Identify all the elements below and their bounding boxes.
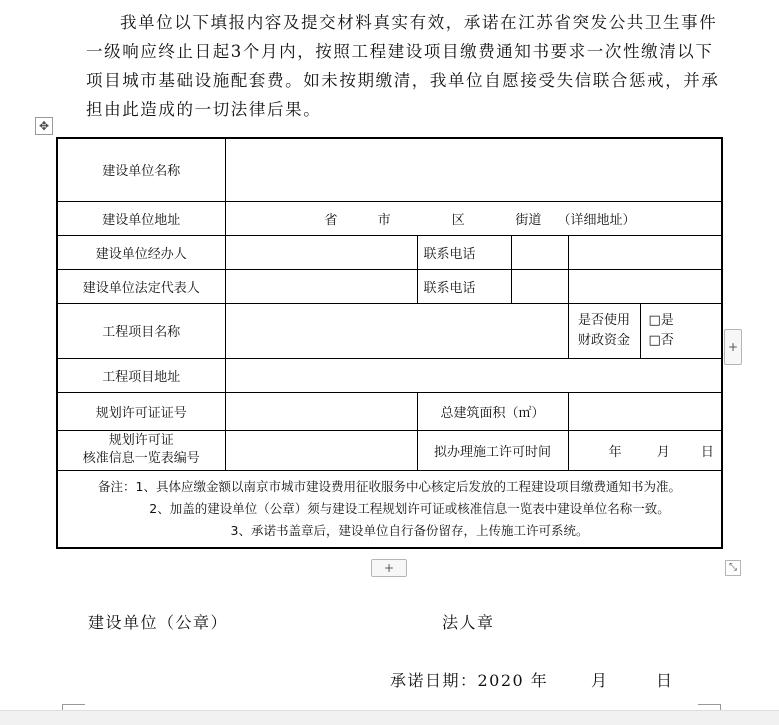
handler-label: 建设单位经办人 <box>57 235 225 269</box>
permit-list-label-line1: 规划许可证 <box>108 433 174 448</box>
commit-date-day: 日 <box>656 671 674 690</box>
fiscal-label-line2: 财政资金 <box>577 332 630 348</box>
construction-year: 年 <box>608 444 622 460</box>
total-area-label: 总建筑面积（㎡） <box>417 392 568 430</box>
note-3: 3、承诺书盖章后，建设单位自行备份留存，上传施工许可系统。 <box>230 522 589 538</box>
handler-cell[interactable] <box>225 235 568 269</box>
commit-date-month: 月 <box>591 671 609 690</box>
phone-label-2: 联系电话 <box>423 280 476 296</box>
add-column-plus-icon[interactable]: + <box>724 329 742 365</box>
table-resize-icon[interactable]: ⤡ <box>725 560 741 576</box>
permit-list-label-line2: 核准信息一览表编号 <box>82 451 200 466</box>
unit-seal-label: 建设单位（公章） <box>88 613 229 632</box>
construction-day: 日 <box>700 444 714 460</box>
phone-cell-2[interactable] <box>568 269 722 303</box>
construction-month: 月 <box>656 444 670 460</box>
note-1: 备注：1、具体应缴金额以南京市城市建设费用征收服务中心核定后发放的工程建设项目缴费通知书为准。 <box>98 478 681 494</box>
phone-label-1: 联系电话 <box>423 246 476 262</box>
note-2: 2、加盖的建设单位（公章）须与建设工程规划许可证或核准信息一览表中建设单位名称一致。 <box>149 500 670 516</box>
permit-list-cell[interactable] <box>225 430 417 470</box>
project-address-label: 工程项目地址 <box>57 358 225 392</box>
unit-address-cell[interactable] <box>225 201 722 235</box>
page-gap-bar <box>0 710 779 725</box>
address-province: 省 <box>324 212 338 228</box>
project-name-label: 工程项目名称 <box>57 303 225 358</box>
add-row-plus-icon[interactable]: + <box>371 559 407 577</box>
legal-rep-label: 建设单位法定代表人 <box>57 269 225 303</box>
construction-time-cell[interactable] <box>568 430 722 470</box>
fiscal-yes-checkbox[interactable]: □是 <box>648 312 674 328</box>
commitment-paragraph: 我单位以下填报内容及提交材料真实有效，承诺在江苏省突发公共卫生事件一级响应终止日起3个月内，按照工程建设项目缴费通知书要求一次性缴清以下项目城市基础设施配套费。如未按期缴清，我单位自愿接受失信联合惩戒，并承担由此造成的一切法律后果。 <box>86 13 720 119</box>
commit-date-label: 承诺日期：2020 年 <box>390 671 549 690</box>
unit-name-label: 建设单位名称 <box>57 138 225 201</box>
permit-number-cell[interactable] <box>225 392 417 430</box>
legal-seal-label: 法人章 <box>442 613 495 632</box>
fiscal-funds-options <box>640 303 722 358</box>
notes-cell <box>57 470 722 548</box>
address-city: 市 <box>377 212 391 228</box>
total-area-cell[interactable] <box>568 392 722 430</box>
address-district: 区 <box>451 212 465 228</box>
fiscal-funds-label <box>568 303 640 358</box>
project-name-cell[interactable] <box>225 303 568 358</box>
permit-number-label: 规划许可证证号 <box>57 392 225 430</box>
permit-list-label <box>57 430 225 470</box>
construction-time-label: 拟办理施工许可时间 <box>417 430 568 470</box>
fiscal-label-line1: 是否使用 <box>577 312 630 328</box>
address-street: 街道 <box>515 212 542 228</box>
unit-address-label: 建设单位地址 <box>57 201 225 235</box>
phone-cell-1[interactable] <box>568 235 722 269</box>
project-address-cell[interactable] <box>225 358 722 392</box>
commitment-form-table <box>56 137 723 549</box>
table-move-handle-icon[interactable]: ✥ <box>35 117 53 135</box>
unit-name-cell[interactable] <box>225 138 722 201</box>
address-detail: （详细地址） <box>557 212 636 228</box>
fiscal-no-checkbox[interactable]: □否 <box>648 332 674 348</box>
legal-rep-cell[interactable] <box>225 269 568 303</box>
